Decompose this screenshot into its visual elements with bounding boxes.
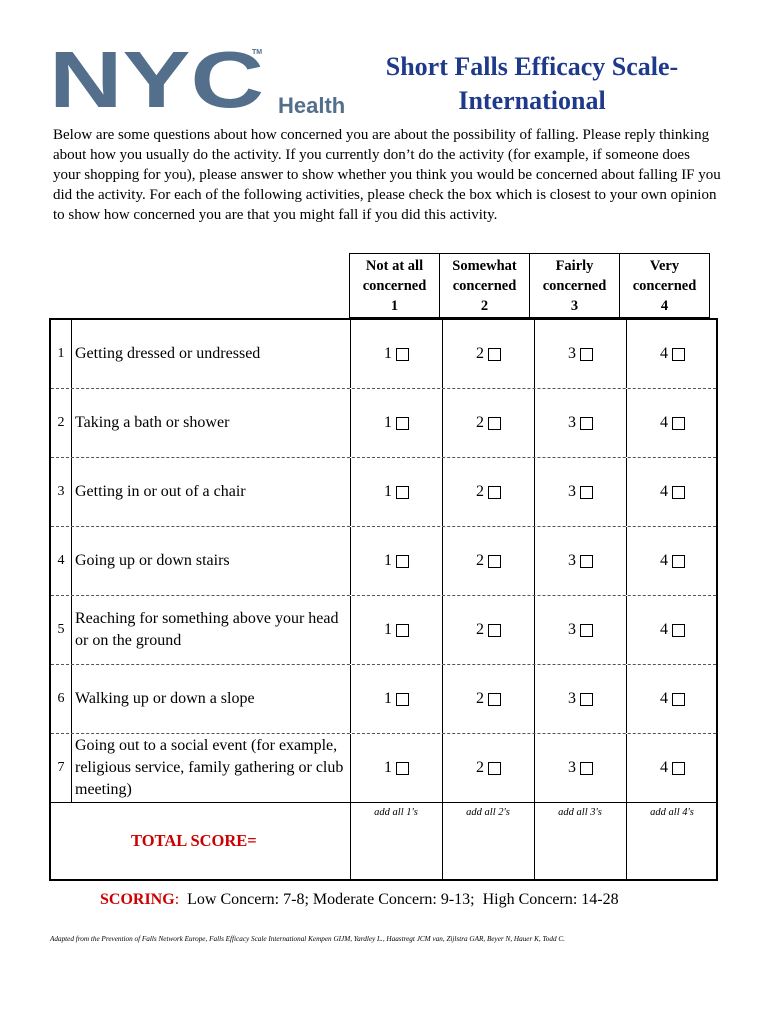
option-4-checkbox[interactable]: 4 bbox=[626, 458, 718, 526]
checkbox-icon bbox=[396, 348, 409, 361]
checkbox-icon bbox=[396, 417, 409, 430]
option-3-checkbox[interactable]: 3 bbox=[534, 665, 626, 733]
column-header-4: Very concerned 4 bbox=[620, 254, 710, 318]
checkbox-icon bbox=[580, 693, 593, 706]
checkbox-icon bbox=[488, 762, 501, 775]
title-line-1: Short Falls Efficacy Scale- bbox=[385, 52, 679, 81]
option-4-checkbox[interactable]: 4 bbox=[626, 596, 718, 664]
column-header-2: Somewhat concerned 2 bbox=[440, 254, 530, 318]
option-2-checkbox[interactable]: 2 bbox=[442, 320, 534, 388]
item-number: 3 bbox=[57, 484, 65, 499]
page-title bbox=[362, 50, 702, 118]
table-row bbox=[51, 665, 716, 734]
add-label-3: add all 3's bbox=[558, 807, 602, 818]
item-activity: Going up or down stairs bbox=[71, 527, 351, 595]
option-2-checkbox[interactable]: 2 bbox=[442, 734, 534, 802]
option-3-checkbox[interactable]: 3 bbox=[534, 320, 626, 388]
option-1-checkbox[interactable]: 1 bbox=[350, 665, 442, 733]
checkbox-icon bbox=[672, 762, 685, 775]
option-1-checkbox[interactable]: 1 bbox=[350, 596, 442, 664]
checkbox-icon bbox=[672, 693, 685, 706]
item-activity: Taking a bath or shower bbox=[71, 389, 351, 457]
option-3-checkbox[interactable]: 3 bbox=[534, 458, 626, 526]
checkbox-icon bbox=[672, 624, 685, 637]
item-number: 2 bbox=[57, 415, 65, 430]
checkbox-icon bbox=[672, 486, 685, 499]
item-number: 4 bbox=[57, 553, 65, 568]
item-activity: Getting dressed or undressed bbox=[71, 320, 351, 388]
option-4-checkbox[interactable]: 4 bbox=[626, 527, 718, 595]
option-3-checkbox[interactable]: 3 bbox=[534, 596, 626, 664]
checkbox-icon bbox=[672, 348, 685, 361]
column-header-table bbox=[349, 253, 710, 318]
option-3-checkbox[interactable]: 3 bbox=[534, 527, 626, 595]
checkbox-icon bbox=[672, 555, 685, 568]
add-label-4: add all 4's bbox=[650, 807, 694, 818]
scoring-colon: : bbox=[174, 891, 180, 908]
option-1-checkbox[interactable]: 1 bbox=[350, 734, 442, 802]
intro-paragraph: Below are some questions about how concerned you are about the possibility of falling. Please reply thinking about how you usually do the activity. If you currently don’t do the activity (for example, if someone does your shopping for you), please answer to show whether you think you would be concerned about falling IF you did the activity. For each of the following activities, please check the box which is closest to your own opinion to show how concerned you are that you might fall if you did this activity. bbox=[53, 127, 721, 223]
scoring-text: Low Concern: 7-8; Moderate Concern: 9-13; High Concern: 14-28 bbox=[179, 891, 619, 908]
option-4-checkbox[interactable]: 4 bbox=[626, 320, 718, 388]
option-3-checkbox[interactable]: 3 bbox=[534, 389, 626, 457]
checkbox-icon bbox=[396, 762, 409, 775]
checkbox-icon bbox=[672, 417, 685, 430]
table-row bbox=[51, 320, 716, 389]
column-header-3: Fairly concerned 3 bbox=[530, 254, 620, 318]
option-1-checkbox[interactable]: 1 bbox=[350, 527, 442, 595]
checkbox-icon bbox=[488, 348, 501, 361]
checkbox-icon bbox=[580, 486, 593, 499]
logo-wordmark: NYC bbox=[49, 46, 264, 118]
nyc-health-logo bbox=[49, 46, 361, 118]
checkbox-icon bbox=[580, 417, 593, 430]
item-activity: Getting in or out of a chair bbox=[71, 458, 351, 526]
option-1-checkbox[interactable]: 1 bbox=[350, 389, 442, 457]
checkbox-icon bbox=[396, 555, 409, 568]
scoring-label: SCORING bbox=[100, 891, 175, 908]
item-number: 5 bbox=[57, 622, 65, 637]
option-3-checkbox[interactable]: 3 bbox=[534, 734, 626, 802]
questionnaire-table bbox=[49, 318, 718, 881]
item-number: 6 bbox=[57, 691, 65, 706]
option-4-checkbox[interactable]: 4 bbox=[626, 389, 718, 457]
add-label-2: add all 2's bbox=[466, 807, 510, 818]
scoring-line bbox=[100, 891, 619, 909]
title-line-2: International bbox=[458, 86, 606, 115]
column-header-1: Not at all concerned 1 bbox=[350, 254, 440, 318]
table-row bbox=[51, 596, 716, 665]
option-2-checkbox[interactable]: 2 bbox=[442, 389, 534, 457]
checkbox-icon bbox=[488, 417, 501, 430]
item-activity: Going out to a social event (for example, religious service, family gathering or club meeting) bbox=[71, 734, 351, 802]
checkbox-icon bbox=[580, 555, 593, 568]
checkbox-icon bbox=[580, 624, 593, 637]
table-row bbox=[51, 458, 716, 527]
citation-footer: Adapted from the Prevention of Falls Network Europe, Falls Efficacy Scale International Kempen GIJM, Yardley L., Haastregt JCM van, Zijlstra GAR, Beyer N, Hauer K, Todd C. bbox=[50, 935, 565, 943]
total-score-row bbox=[51, 803, 716, 881]
checkbox-icon bbox=[396, 693, 409, 706]
option-2-checkbox[interactable]: 2 bbox=[442, 527, 534, 595]
option-4-checkbox[interactable]: 4 bbox=[626, 665, 718, 733]
item-activity: Reaching for something above your head or on the ground bbox=[71, 596, 351, 664]
item-number: 7 bbox=[57, 760, 65, 775]
checkbox-icon bbox=[580, 348, 593, 361]
item-activity: Walking up or down a slope bbox=[71, 665, 351, 733]
add-label-1: add all 1's bbox=[374, 807, 418, 818]
option-2-checkbox[interactable]: 2 bbox=[442, 665, 534, 733]
checkbox-icon bbox=[488, 624, 501, 637]
table-row bbox=[51, 389, 716, 458]
option-4-checkbox[interactable]: 4 bbox=[626, 734, 718, 802]
option-1-checkbox[interactable]: 1 bbox=[350, 458, 442, 526]
option-1-checkbox[interactable]: 1 bbox=[350, 320, 442, 388]
logo-trademark: TM bbox=[252, 49, 263, 56]
table-row bbox=[51, 527, 716, 596]
logo-health: Health bbox=[278, 93, 346, 118]
table-row bbox=[51, 734, 716, 803]
total-score-label: TOTAL SCORE= bbox=[131, 831, 257, 850]
checkbox-icon bbox=[488, 555, 501, 568]
checkbox-icon bbox=[396, 624, 409, 637]
checkbox-icon bbox=[580, 762, 593, 775]
checkbox-icon bbox=[488, 693, 501, 706]
option-2-checkbox[interactable]: 2 bbox=[442, 596, 534, 664]
checkbox-icon bbox=[396, 486, 409, 499]
checkbox-icon bbox=[488, 486, 501, 499]
item-number: 1 bbox=[57, 346, 65, 361]
option-2-checkbox[interactable]: 2 bbox=[442, 458, 534, 526]
